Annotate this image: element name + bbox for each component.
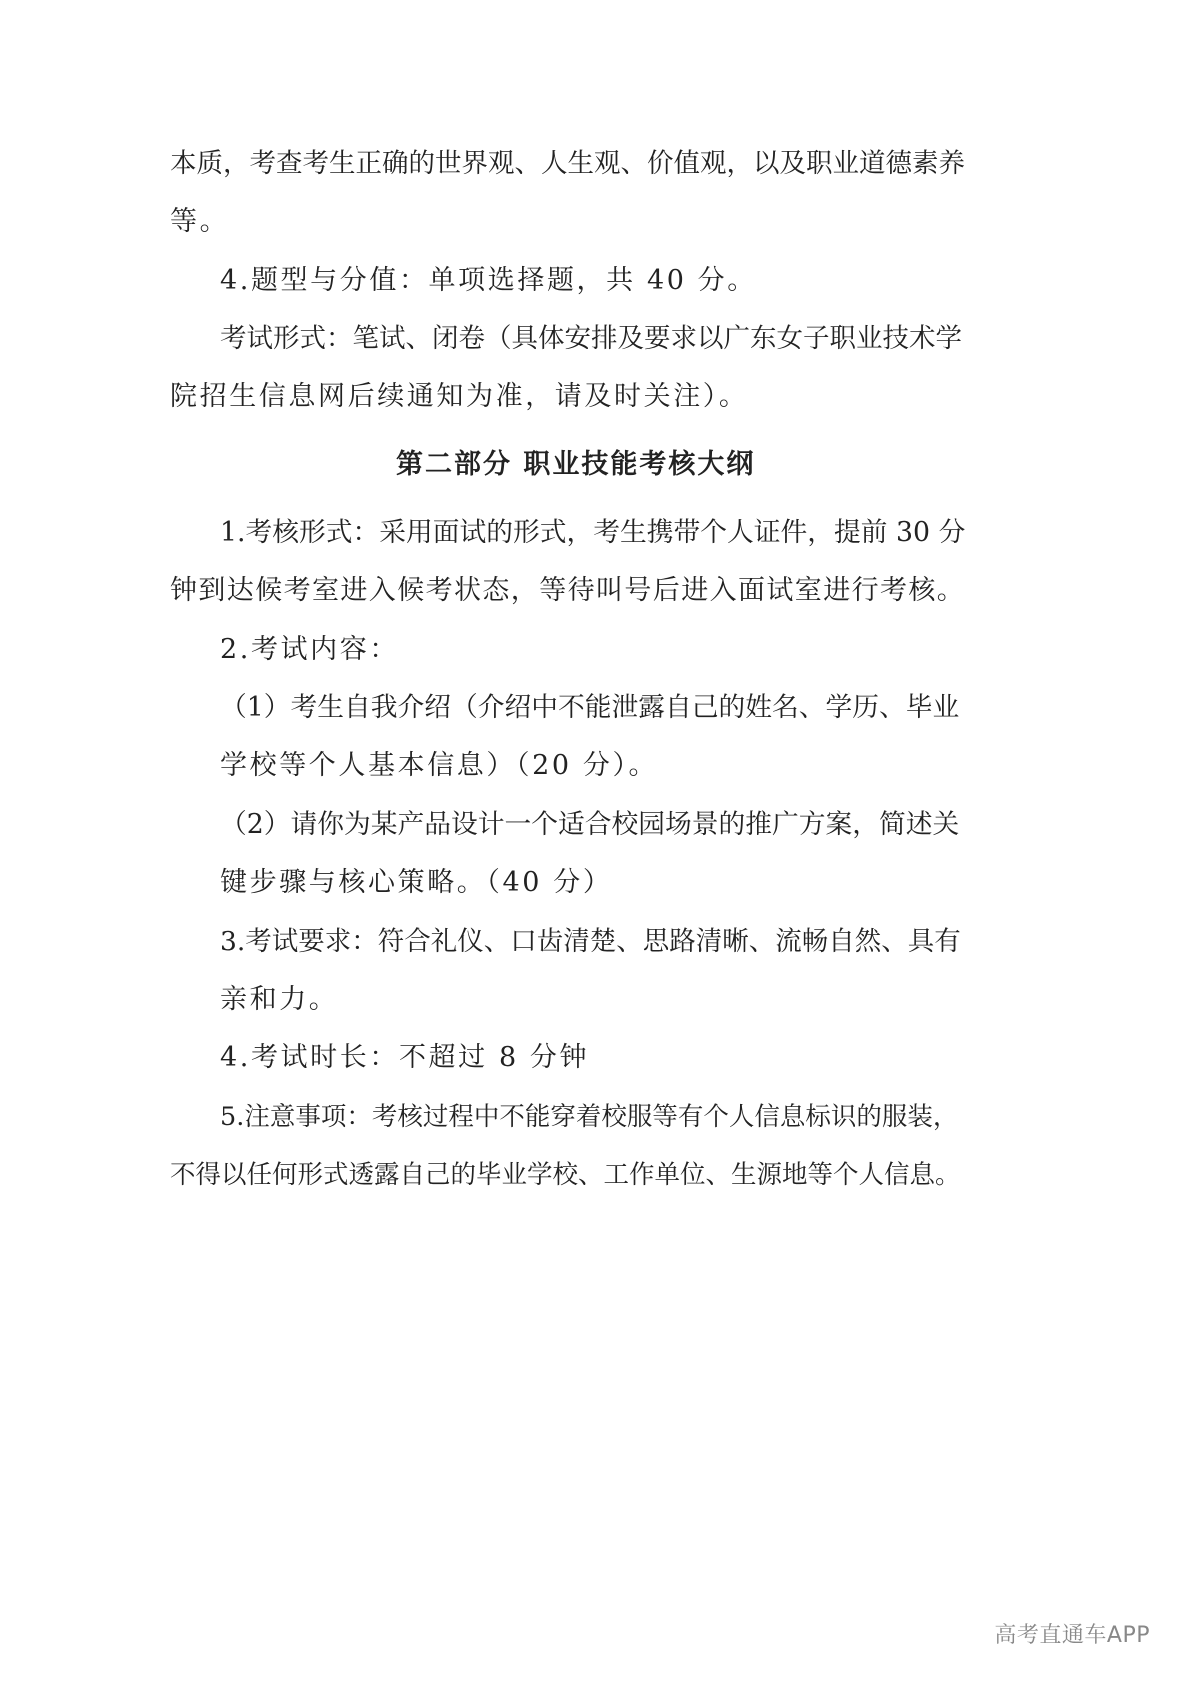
paragraph-line: 3.考试要求：符合礼仪、口齿清楚、思路清晰、流畅自然、具有 [220, 926, 961, 957]
paragraph-line: 本质，考查考生正确的世界观、人生观、价值观，以及职业道德素养 [170, 148, 965, 179]
paragraph-line: 钟到达候考室进入候考状态，等待叫号后进入面试室进行考核。 [170, 575, 966, 606]
watermark: 高考直通车APP [994, 1623, 1150, 1648]
paragraph-line: 4.题型与分值：单项选择题，共 40 分。 [220, 265, 757, 296]
paragraph-line: 不得以任何形式透露自己的毕业学校、工作单位、生源地等个人信息。 [170, 1160, 961, 1190]
paragraph-line: 5.注意事项：考核过程中不能穿着校服等有个人信息标识的服装， [220, 1102, 959, 1132]
paragraph-line: （1）考生自我介绍（介绍中不能泄露自己的姓名、学历、毕业 [220, 692, 960, 723]
paragraph-line: 学校等个人基本信息）（20 分）。 [220, 750, 659, 781]
paragraph-line: 1.考核形式：采用面试的形式，考生携带个人证件，提前 30 分 [220, 517, 966, 548]
paragraph-line: 等。 [170, 206, 230, 237]
section-title: 第二部分 职业技能考核大纲 [396, 449, 756, 480]
paragraph-line: 亲和力。 [220, 984, 339, 1015]
paragraph-line: 2.考试内容： [220, 634, 399, 665]
paragraph-line: 院招生信息网后续通知为准，请及时关注）。 [170, 381, 749, 412]
paragraph-line: 4.考试时长：不超过 8 分钟 [220, 1042, 590, 1073]
paragraph-line: 键步骤与核心策略。（40 分） [220, 867, 613, 898]
paragraph-line: （2）请你为某产品设计一个适合校园场景的推广方案，简述关 [220, 809, 960, 840]
paragraph-line: 考试形式：笔试、闭卷（具体安排及要求以广东女子职业技术学 [220, 323, 962, 354]
